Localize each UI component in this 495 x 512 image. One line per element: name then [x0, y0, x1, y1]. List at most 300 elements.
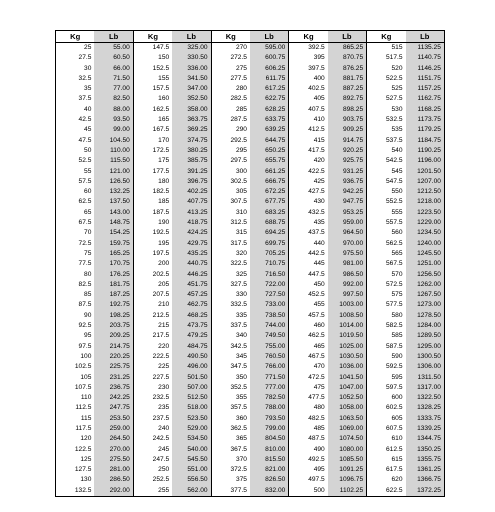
- kg-cell: 292.5: [211, 136, 250, 146]
- kg-cell: 515: [367, 43, 406, 54]
- lb-cell: 1135.25: [406, 43, 445, 54]
- kg-cell: 467.5: [289, 352, 328, 362]
- table-row: [56, 228, 445, 238]
- lb-cell: 925.75: [328, 156, 367, 166]
- kg-cell: 212.5: [133, 311, 172, 321]
- kg-cell: 490: [289, 445, 328, 455]
- lb-cell: 446.25: [172, 270, 211, 280]
- lb-cell: 1157.25: [406, 84, 445, 94]
- kg-cell: 605: [367, 414, 406, 424]
- lb-cell: 82.50: [94, 94, 133, 104]
- lb-cell: 104.50: [94, 136, 133, 146]
- lb-cell: 374.75: [172, 136, 211, 146]
- kg-cell: 547.5: [367, 177, 406, 187]
- lb-cell: 203.75: [94, 321, 133, 331]
- lb-cell: 622.75: [250, 94, 289, 104]
- lb-cell: 529.00: [172, 424, 211, 434]
- kg-cell: 590: [367, 352, 406, 362]
- kg-cell: 562.5: [367, 239, 406, 249]
- kg-cell: 485: [289, 424, 328, 434]
- lb-cell: 451.75: [172, 280, 211, 290]
- lb-cell: 496.00: [172, 362, 211, 372]
- table-row: [56, 270, 445, 280]
- kg-cell: 570: [367, 270, 406, 280]
- lb-cell: 358.00: [172, 105, 211, 115]
- kg-cell: 60: [56, 187, 95, 197]
- lb-cell: 1014.00: [328, 321, 367, 331]
- lb-cell: 347.00: [172, 84, 211, 94]
- kg-cell: 557.5: [367, 218, 406, 228]
- kg-cell: 340: [211, 331, 250, 341]
- lb-cell: 562.00: [172, 486, 211, 497]
- lb-cell: 931.25: [328, 167, 367, 177]
- kg-cell: 430: [289, 197, 328, 207]
- lb-cell: 292.00: [94, 486, 133, 497]
- kg-cell: 540: [367, 146, 406, 156]
- kg-cell: 542.5: [367, 156, 406, 166]
- kg-cell: 255: [133, 486, 172, 497]
- lb-cell: 694.25: [250, 228, 289, 238]
- kg-cell: 437.5: [289, 228, 328, 238]
- lb-cell: 1058.00: [328, 403, 367, 413]
- kg-cell: 355: [211, 393, 250, 403]
- kg-column-header: Kg: [367, 31, 406, 43]
- lb-cell: 710.75: [250, 259, 289, 269]
- table-row: [56, 115, 445, 125]
- lb-cell: 810.00: [250, 445, 289, 455]
- kg-cell: 45: [56, 125, 95, 135]
- kg-cell: 555: [367, 208, 406, 218]
- kg-cell: 72.5: [56, 239, 95, 249]
- lb-cell: 407.75: [172, 197, 211, 207]
- lb-cell: 352.50: [172, 94, 211, 104]
- kg-cell: 402.5: [289, 84, 328, 94]
- kg-cell: 200: [133, 259, 172, 269]
- table-row: [56, 331, 445, 341]
- kg-cell: 577.5: [367, 300, 406, 310]
- lb-cell: 55.00: [94, 43, 133, 54]
- kg-column-header: Kg: [289, 31, 328, 43]
- table-row: [56, 197, 445, 207]
- kg-cell: 185: [133, 197, 172, 207]
- kg-cell: 415: [289, 136, 328, 146]
- conversion-table-container: [55, 30, 444, 497]
- lb-cell: 826.50: [250, 475, 289, 485]
- kg-cell: 527.5: [367, 94, 406, 104]
- lb-cell: 77.00: [94, 84, 133, 94]
- lb-cell: 683.25: [250, 208, 289, 218]
- lb-cell: 126.50: [94, 177, 133, 187]
- lb-column-header: Lb: [328, 31, 367, 43]
- lb-cell: 947.75: [328, 197, 367, 207]
- lb-cell: 440.75: [172, 259, 211, 269]
- kg-cell: 322.5: [211, 259, 250, 269]
- kg-cell: 317.5: [211, 239, 250, 249]
- lb-cell: 198.25: [94, 311, 133, 321]
- kg-cell: 127.5: [56, 465, 95, 475]
- table-row: [56, 352, 445, 362]
- kg-cell: 345: [211, 352, 250, 362]
- kg-cell: 90: [56, 311, 95, 321]
- lb-cell: 270.00: [94, 445, 133, 455]
- lb-column-header: Lb: [172, 31, 211, 43]
- kg-cell: 297.5: [211, 156, 250, 166]
- table-row: [56, 434, 445, 444]
- kg-cell: 532.5: [367, 115, 406, 125]
- lb-cell: 424.25: [172, 228, 211, 238]
- kg-cell: 172.5: [133, 146, 172, 156]
- lb-cell: 1234.50: [406, 228, 445, 238]
- kg-cell: 62.5: [56, 197, 95, 207]
- kg-cell: 520: [367, 64, 406, 74]
- lb-cell: 986.50: [328, 270, 367, 280]
- lb-cell: 1190.25: [406, 146, 445, 156]
- kg-cell: 357.5: [211, 403, 250, 413]
- lb-cell: 688.75: [250, 218, 289, 228]
- kg-cell: 335: [211, 311, 250, 321]
- lb-cell: 959.00: [328, 218, 367, 228]
- table-row: [56, 64, 445, 74]
- lb-cell: 512.50: [172, 393, 211, 403]
- kg-cell: 610: [367, 434, 406, 444]
- lb-cell: 964.50: [328, 228, 367, 238]
- lb-cell: 429.75: [172, 239, 211, 249]
- lb-cell: 1080.00: [328, 445, 367, 455]
- lb-cell: 275.50: [94, 455, 133, 465]
- kg-cell: 410: [289, 115, 328, 125]
- kg-cell: 435: [289, 218, 328, 228]
- lb-cell: 892.75: [328, 94, 367, 104]
- lb-cell: 518.00: [172, 403, 211, 413]
- kg-cell: 302.5: [211, 177, 250, 187]
- lb-cell: 1240.00: [406, 239, 445, 249]
- lb-cell: 1333.75: [406, 414, 445, 424]
- kg-cell: 230: [133, 383, 172, 393]
- lb-cell: 540.00: [172, 445, 211, 455]
- lb-cell: 942.25: [328, 187, 367, 197]
- lb-cell: 881.75: [328, 74, 367, 84]
- lb-cell: 110.00: [94, 146, 133, 156]
- kg-cell: 97.5: [56, 342, 95, 352]
- table-row: [56, 136, 445, 146]
- lb-cell: 661.25: [250, 167, 289, 177]
- lb-cell: 1047.00: [328, 383, 367, 393]
- lb-cell: 749.50: [250, 331, 289, 341]
- lb-cell: 887.25: [328, 84, 367, 94]
- kg-cell: 85: [56, 290, 95, 300]
- kg-cell: 290: [211, 125, 250, 135]
- kg-cell: 607.5: [367, 424, 406, 434]
- kg-cell: 160: [133, 94, 172, 104]
- lb-cell: 1372.25: [406, 486, 445, 497]
- lb-cell: 639.25: [250, 125, 289, 135]
- kg-cell: 50: [56, 146, 95, 156]
- lb-cell: 644.75: [250, 136, 289, 146]
- kg-cell: 182.5: [133, 187, 172, 197]
- lb-cell: 1019.50: [328, 331, 367, 341]
- kg-cell: 365: [211, 434, 250, 444]
- table-row: [56, 373, 445, 383]
- lb-cell: 1030.50: [328, 352, 367, 362]
- kg-cell: 325: [211, 270, 250, 280]
- kg-cell: 285: [211, 105, 250, 115]
- lb-cell: 1223.50: [406, 208, 445, 218]
- lb-column-header: Lb: [250, 31, 289, 43]
- lb-cell: 231.25: [94, 373, 133, 383]
- lb-cell: 777.00: [250, 383, 289, 393]
- kg-cell: 115: [56, 414, 95, 424]
- kg-cell: 567.5: [367, 259, 406, 269]
- kg-cell: 35: [56, 84, 95, 94]
- kg-cell: 300: [211, 167, 250, 177]
- kg-cell: 550: [367, 187, 406, 197]
- kg-cell: 165: [133, 115, 172, 125]
- kg-cell: 517.5: [367, 53, 406, 63]
- lb-cell: 953.25: [328, 208, 367, 218]
- kg-cell: 315: [211, 228, 250, 238]
- kg-cell: 337.5: [211, 321, 250, 331]
- kg-cell: 330: [211, 290, 250, 300]
- lb-cell: 1350.25: [406, 445, 445, 455]
- kg-cell: 57.5: [56, 177, 95, 187]
- table-row: [56, 455, 445, 465]
- kg-cell: 530: [367, 105, 406, 115]
- lb-cell: 220.25: [94, 352, 133, 362]
- kg-cell: 105: [56, 373, 95, 383]
- kg-cell: 180: [133, 177, 172, 187]
- kg-cell: 102.5: [56, 362, 95, 372]
- table-row: [56, 84, 445, 94]
- kg-cell: 40: [56, 105, 95, 115]
- lb-cell: 1328.25: [406, 403, 445, 413]
- lb-cell: 1355.75: [406, 455, 445, 465]
- lb-cell: 209.25: [94, 331, 133, 341]
- lb-cell: 1085.50: [328, 455, 367, 465]
- kg-cell: 77.5: [56, 259, 95, 269]
- lb-cell: 1025.00: [328, 342, 367, 352]
- kg-cell: 615: [367, 455, 406, 465]
- table-row: [56, 445, 445, 455]
- lb-cell: 1262.00: [406, 280, 445, 290]
- lb-cell: 325.00: [172, 43, 211, 54]
- lb-cell: 137.50: [94, 197, 133, 207]
- lb-cell: 975.50: [328, 249, 367, 259]
- lb-cell: 981.00: [328, 259, 367, 269]
- lb-cell: 99.00: [94, 125, 133, 135]
- kg-cell: 487.5: [289, 434, 328, 444]
- lb-cell: 1063.50: [328, 414, 367, 424]
- lb-cell: 1251.00: [406, 259, 445, 269]
- kg-cell: 25: [56, 43, 95, 54]
- lb-cell: 1008.50: [328, 311, 367, 321]
- kg-cell: 442.5: [289, 249, 328, 259]
- lb-cell: 1074.50: [328, 434, 367, 444]
- kg-cell: 120: [56, 434, 95, 444]
- kg-cell: 27.5: [56, 53, 95, 63]
- lb-cell: 148.75: [94, 218, 133, 228]
- kg-cell: 585: [367, 331, 406, 341]
- table-row: [56, 187, 445, 197]
- kg-cell: 455: [289, 300, 328, 310]
- lb-cell: 793.50: [250, 414, 289, 424]
- lb-cell: 727.50: [250, 290, 289, 300]
- kg-cell: 470: [289, 362, 328, 372]
- lb-cell: 1245.50: [406, 249, 445, 259]
- lb-cell: 633.75: [250, 115, 289, 125]
- kg-cell: 197.5: [133, 249, 172, 259]
- kg-cell: 280: [211, 84, 250, 94]
- kg-cell: 225: [133, 362, 172, 372]
- lb-cell: 336.00: [172, 64, 211, 74]
- table-row: [56, 475, 445, 485]
- kg-cell: 342.5: [211, 342, 250, 352]
- lb-cell: 1339.25: [406, 424, 445, 434]
- lb-cell: 545.50: [172, 455, 211, 465]
- table-row: [56, 300, 445, 310]
- table-row: [56, 403, 445, 413]
- table-row: [56, 43, 445, 54]
- lb-cell: 1091.25: [328, 465, 367, 475]
- lb-cell: 1041.50: [328, 373, 367, 383]
- lb-cell: 903.75: [328, 115, 367, 125]
- kg-cell: 205: [133, 280, 172, 290]
- kg-cell: 327.5: [211, 280, 250, 290]
- kg-cell: 582.5: [367, 321, 406, 331]
- lb-cell: 1267.50: [406, 290, 445, 300]
- lb-cell: 1179.25: [406, 125, 445, 135]
- table-row: [56, 94, 445, 104]
- lb-cell: 1096.75: [328, 475, 367, 485]
- lb-cell: 1102.25: [328, 486, 367, 497]
- lb-cell: 870.75: [328, 53, 367, 63]
- kg-cell: 37.5: [56, 94, 95, 104]
- lb-cell: 650.25: [250, 146, 289, 156]
- lb-cell: 733.00: [250, 300, 289, 310]
- lb-cell: 473.75: [172, 321, 211, 331]
- lb-cell: 385.75: [172, 156, 211, 166]
- kg-cell: 245: [133, 445, 172, 455]
- lb-cell: 484.75: [172, 342, 211, 352]
- kg-cell: 295: [211, 146, 250, 156]
- kg-cell: 220: [133, 342, 172, 352]
- kg-cell: 247.5: [133, 455, 172, 465]
- lb-cell: 606.25: [250, 64, 289, 74]
- lb-cell: 247.75: [94, 403, 133, 413]
- kg-cell: 92.5: [56, 321, 95, 331]
- lb-cell: 187.25: [94, 290, 133, 300]
- table-row: [56, 486, 445, 497]
- kg-cell: 150: [133, 53, 172, 63]
- lb-cell: 628.25: [250, 105, 289, 115]
- lb-cell: 286.50: [94, 475, 133, 485]
- lb-cell: 214.75: [94, 342, 133, 352]
- kg-cell: 157.5: [133, 84, 172, 94]
- kg-cell: 537.5: [367, 136, 406, 146]
- kg-lb-conversion-table: [55, 30, 445, 497]
- kg-cell: 565: [367, 249, 406, 259]
- table-row: [56, 146, 445, 156]
- lb-cell: 617.25: [250, 84, 289, 94]
- lb-cell: 716.50: [250, 270, 289, 280]
- kg-cell: 602.5: [367, 403, 406, 413]
- kg-cell: 475: [289, 383, 328, 393]
- kg-cell: 400: [289, 74, 328, 84]
- lb-cell: 154.25: [94, 228, 133, 238]
- kg-cell: 420: [289, 156, 328, 166]
- lb-cell: 771.50: [250, 373, 289, 383]
- lb-cell: 132.25: [94, 187, 133, 197]
- kg-cell: 275: [211, 64, 250, 74]
- kg-cell: 122.5: [56, 445, 95, 455]
- lb-cell: 192.75: [94, 300, 133, 310]
- kg-cell: 132.5: [56, 486, 95, 497]
- kg-cell: 580: [367, 311, 406, 321]
- kg-cell: 277.5: [211, 74, 250, 84]
- lb-cell: 402.25: [172, 187, 211, 197]
- kg-cell: 405: [289, 94, 328, 104]
- kg-cell: 360: [211, 414, 250, 424]
- lb-cell: 523.50: [172, 414, 211, 424]
- lb-cell: 1229.00: [406, 218, 445, 228]
- kg-cell: 130: [56, 475, 95, 485]
- kg-cell: 52.5: [56, 156, 95, 166]
- kg-cell: 320: [211, 249, 250, 259]
- lb-cell: 705.25: [250, 249, 289, 259]
- kg-cell: 192.5: [133, 228, 172, 238]
- kg-column-header: Kg: [56, 31, 95, 43]
- kg-cell: 250: [133, 465, 172, 475]
- kg-cell: 32.5: [56, 74, 95, 84]
- table-row: [56, 424, 445, 434]
- lb-cell: 380.25: [172, 146, 211, 156]
- lb-cell: 992.00: [328, 280, 367, 290]
- kg-cell: 460: [289, 321, 328, 331]
- lb-cell: 60.50: [94, 53, 133, 63]
- kg-cell: 222.5: [133, 352, 172, 362]
- kg-cell: 572.5: [367, 280, 406, 290]
- kg-cell: 372.5: [211, 465, 250, 475]
- lb-cell: 909.25: [328, 125, 367, 135]
- kg-cell: 287.5: [211, 115, 250, 125]
- kg-cell: 82.5: [56, 280, 95, 290]
- lb-cell: 534.50: [172, 434, 211, 444]
- lb-cell: 507.00: [172, 383, 211, 393]
- kg-cell: 492.5: [289, 455, 328, 465]
- kg-cell: 535: [367, 125, 406, 135]
- kg-cell: 215: [133, 321, 172, 331]
- kg-cell: 500: [289, 486, 328, 497]
- kg-cell: 497.5: [289, 475, 328, 485]
- kg-cell: 307.5: [211, 197, 250, 207]
- lb-cell: 1168.25: [406, 105, 445, 115]
- kg-column-header: Kg: [133, 31, 172, 43]
- kg-cell: 377.5: [211, 486, 250, 497]
- lb-cell: 611.75: [250, 74, 289, 84]
- lb-cell: 1256.50: [406, 270, 445, 280]
- lb-cell: 242.25: [94, 393, 133, 403]
- kg-cell: 620: [367, 475, 406, 485]
- kg-cell: 242.5: [133, 434, 172, 444]
- table-row: [56, 156, 445, 166]
- lb-cell: 468.25: [172, 311, 211, 321]
- lb-cell: 435.25: [172, 249, 211, 259]
- kg-cell: 597.5: [367, 383, 406, 393]
- table-row: [56, 414, 445, 424]
- lb-cell: 914.75: [328, 136, 367, 146]
- lb-cell: 259.00: [94, 424, 133, 434]
- lb-cell: 760.50: [250, 352, 289, 362]
- kg-cell: 592.5: [367, 362, 406, 372]
